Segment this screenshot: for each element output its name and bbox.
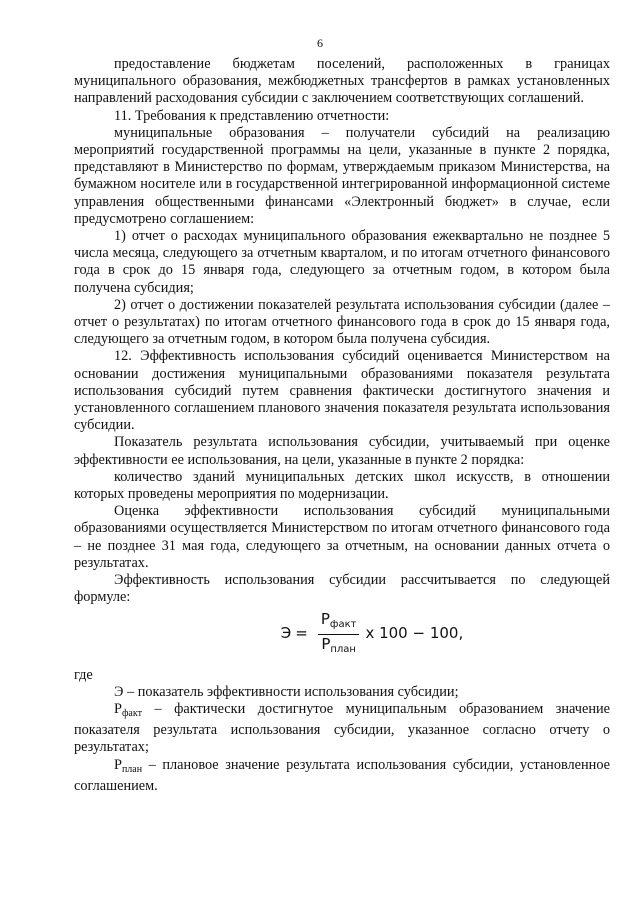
denominator-subscript: план [330, 643, 356, 655]
pfakt-text: – фактически достигнутое муниципальным образованием значение показателя результата использования субсидии, указанное согласно отчету о результатах; [74, 700, 610, 756]
paragraph-intro: предоставление бюджетам поселений, расположенных в границах муниципального образования, межбюджетных трансфертов в рамках установленных направлений расходования субсидии с заключением соответствующих соглашений. [74, 56, 610, 107]
definition-pfakt [74, 701, 610, 757]
definition-e: Э – показатель эффективности использования субсидии; [114, 683, 459, 700]
pplan-base: P [114, 756, 122, 773]
where-label: где [74, 666, 93, 683]
paragraph-report-expenses: 1) отчет о расходах муниципального образования ежеквартально не позднее 5 числа месяца, следующего за отчетным кварталом, и по итогам отчетного финансового года в срок до 15 января года, следующего за отчетным годом, в котором была получена субсидия; [74, 228, 610, 296]
pplan-subscript: план [121, 763, 143, 775]
denominator-base: P [321, 634, 331, 653]
pplan-text: – плановое значение результата использования субсидии, установленное соглашением. [74, 756, 610, 794]
formula-denominator [318, 635, 359, 659]
page-number: 6 [317, 36, 323, 50]
formula-numerator [318, 610, 360, 635]
definition-pplan [74, 757, 610, 795]
paragraph-evaluation: Оценка эффективности использования субсидий муниципальными образованиями осуществляется Министерством по итогам отчетного финансового года – не позднее 31 мая года, следующего за отчетным, на основании данных отчета о результатах. [74, 503, 610, 571]
paragraph-report-results: 2) отчет о достижении показателей результата использования субсидии (далее – отчет о результатах) по итогам отчетного финансового года в срок до 15 января года, следующего за отчетным годом, в котором была получена субсидия. [74, 296, 610, 348]
formula-equals: = [295, 624, 308, 643]
formula-rest: x 100 − 100, [365, 624, 464, 643]
paragraph-11-heading: 11. Требования к представлению отчетности: [114, 107, 390, 124]
numerator-subscript: факт [329, 618, 357, 630]
paragraph-formula-intro: Эффективность использования субсидии рассчитывается по следующей формуле: [74, 572, 610, 606]
pfakt-base: P [114, 700, 122, 717]
numerator-base: P [320, 609, 330, 628]
paragraph-12-efficiency: 12. Эффективность использования субсидий оценивается Министерством на основании достижения муниципальными образованиями показателя результата использования субсидий путем сравнения фактически достигнутого значения и установленного соглашением планового значения показателя результата использования субсидии. [74, 348, 610, 434]
formula-lhs: Э [280, 624, 292, 643]
formula-fraction [318, 610, 360, 659]
document-body [74, 56, 610, 795]
paragraph-indicator: Показатель результата использования субсидии, учитываемый при оценке эффективности ее использования, на цели, указанные в пункте 2 порядка: [74, 434, 610, 468]
pfakt-subscript: факт [121, 707, 142, 719]
paragraph-reporting: муниципальные образования – получатели субсидий на реализацию мероприятий государственной программы на цели, указанные в пункте 2 порядка, представляют в Министерство по формам, утверждаемым приказом Министерства, на бумажном носителе или в государственной интегрированной информационной системе управления общественными финансами «Электронный бюджет» в случае, если предусмотрено соглашением: [74, 124, 610, 227]
paragraph-indicator-value: количество зданий муниципальных детских школ искусств, в отношении которых проведены мероприятия по модернизации. [74, 468, 610, 503]
efficiency-formula [134, 610, 610, 659]
